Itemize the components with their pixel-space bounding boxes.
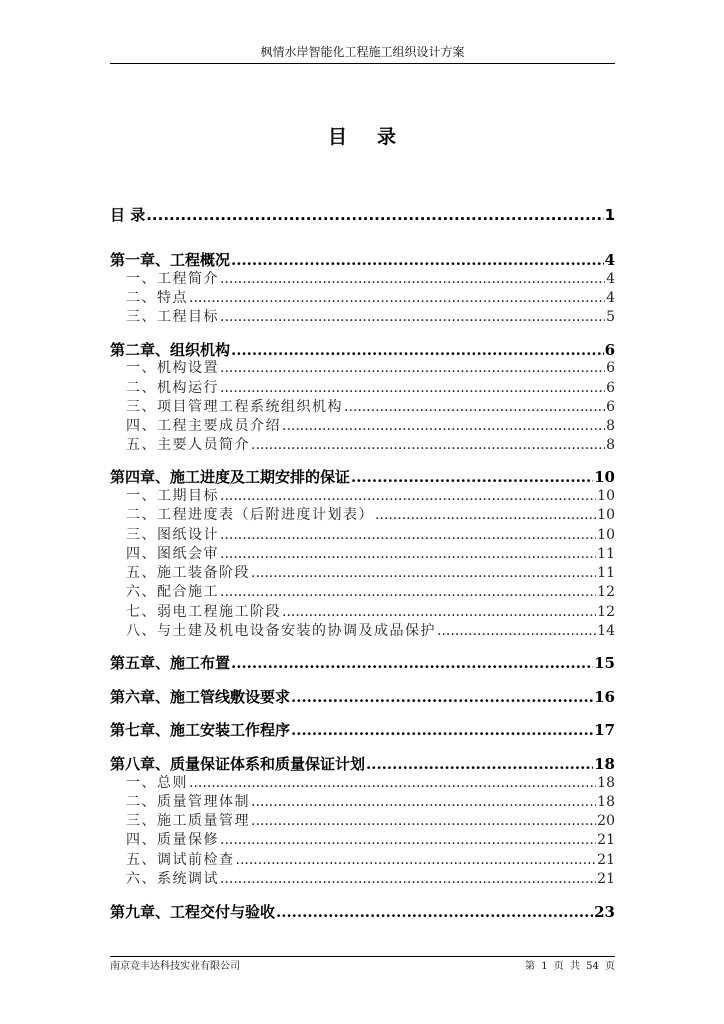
dot-leader	[344, 398, 605, 416]
document-title	[0, 122, 724, 149]
toc-entry-page-number: 10	[597, 527, 615, 543]
toc-entry-page-number: 8	[606, 418, 615, 434]
dot-leader	[220, 545, 596, 563]
toc-entry-page-number: 17	[594, 721, 615, 739]
toc-entry-label: 第九章、工程交付与验收	[110, 903, 276, 921]
toc-entry-label: 第四章、施工进度及工期安排的保证	[110, 468, 351, 486]
dot-leader	[351, 468, 593, 486]
toc-subsection-entry[interactable]	[110, 417, 615, 435]
toc-entry-label: 四、图纸会审	[126, 546, 219, 562]
toc-subsection-entry[interactable]	[110, 793, 615, 811]
toc-chapter-entry[interactable]	[110, 903, 615, 921]
toc-entry-label: 五、主要人员简介	[126, 437, 250, 453]
dot-leader	[282, 603, 596, 621]
dot-leader	[231, 654, 593, 672]
toc-entry-page-number: 18	[597, 794, 615, 810]
dot-leader	[291, 688, 593, 706]
toc-contents-entry[interactable]	[110, 206, 615, 224]
toc-entry-page-number: 4	[604, 251, 615, 269]
dot-leader	[251, 436, 605, 454]
toc-entry-label: 二、特点	[126, 290, 188, 306]
toc-subsection-entry[interactable]	[110, 622, 615, 640]
toc-entry-page-number: 21	[597, 832, 615, 848]
toc-subsection-entry[interactable]	[110, 545, 615, 563]
toc-entry-label: 第一章、工程概况	[110, 251, 231, 269]
toc-entry-page-number: 16	[594, 688, 615, 706]
dot-leader	[276, 903, 593, 921]
toc-chapter-entry[interactable]	[110, 251, 615, 269]
dot-leader	[282, 417, 605, 435]
toc-entry-page-number: 10	[597, 488, 615, 504]
toc-entry-label: 七、弱电工程施工阶段	[126, 604, 281, 620]
dot-leader	[437, 622, 596, 640]
toc-entry-page-number: 4	[606, 290, 615, 306]
toc-entry-page-number: 21	[597, 871, 615, 887]
toc-entry-label: 二、工程进度表（后附进度计划表）	[126, 507, 374, 523]
toc-entry-label: 五、施工装备阶段	[126, 565, 250, 581]
dot-leader	[236, 851, 597, 869]
toc-chapter-entry[interactable]	[110, 654, 615, 672]
dot-leader	[220, 308, 605, 326]
toc-entry-page-number: 1	[604, 206, 615, 224]
toc-entry-label: 第六章、施工管线敷设要求	[110, 688, 291, 706]
toc-entry-page-number: 5	[606, 309, 615, 325]
toc-entry-label: 第七章、施工安装工作程序	[110, 721, 291, 739]
toc-entry-label: 目 录	[110, 206, 146, 224]
dot-leader	[189, 289, 605, 307]
toc-entry-label: 一、工程简介	[126, 271, 219, 287]
dot-leader	[231, 251, 604, 269]
toc-entry-label: 六、配合施工	[126, 584, 219, 600]
toc-entry-label: 二、机构运行	[126, 380, 219, 396]
toc-entry-label: 四、质量保修	[126, 832, 219, 848]
toc-entry-page-number: 8	[606, 437, 615, 453]
toc-subsection-entry[interactable]	[110, 308, 615, 326]
toc-subsection-entry[interactable]	[110, 506, 615, 524]
document-title-part1: 目	[327, 126, 347, 148]
toc-entry-page-number: 11	[597, 565, 615, 581]
toc-chapter-entry[interactable]	[110, 341, 615, 359]
toc-subsection-entry[interactable]	[110, 379, 615, 397]
document-title-part2: 录	[377, 126, 397, 148]
toc-entry-label: 五、调试前检查	[126, 852, 235, 868]
toc-entry-label: 四、工程主要成员介绍	[126, 418, 281, 434]
toc-entry-page-number: 18	[597, 775, 615, 791]
dot-leader	[220, 583, 596, 601]
toc-subsection-entry[interactable]	[110, 289, 615, 307]
toc-entry-page-number: 10	[597, 507, 615, 523]
toc-entry-page-number: 6	[606, 399, 615, 415]
footer-divider	[110, 956, 615, 957]
dot-leader	[146, 206, 603, 224]
toc-entry-page-number: 12	[597, 584, 615, 600]
toc-entry-page-number: 12	[597, 604, 615, 620]
toc-entry-label: 三、项目管理工程系统组织机构	[126, 399, 343, 415]
toc-entry-label: 三、图纸设计	[126, 527, 219, 543]
toc-entry-label: 二、质量管理体制	[126, 794, 250, 810]
dot-leader	[366, 755, 593, 773]
toc-subsection-entry[interactable]	[110, 831, 615, 849]
toc-subsection-entry[interactable]	[110, 398, 615, 416]
toc-entry-page-number: 21	[597, 852, 615, 868]
toc-entry-label: 第八章、质量保证体系和质量保证计划	[110, 755, 366, 773]
toc-entry-page-number: 14	[597, 623, 615, 639]
toc-subsection-entry[interactable]	[110, 270, 615, 288]
header-divider	[110, 63, 615, 64]
toc-entry-label: 三、施工质量管理	[126, 813, 250, 829]
toc-entry-label: 一、总则	[126, 775, 188, 791]
toc-subsection-entry[interactable]	[110, 603, 615, 621]
toc-subsection-entry[interactable]	[110, 774, 615, 792]
header-title: 枫情水岸智能化工程施工组织设计方案	[260, 45, 465, 59]
toc-entry-page-number: 20	[597, 813, 615, 829]
dot-leader	[251, 564, 596, 582]
toc-entry-page-number: 10	[594, 468, 615, 486]
toc-entry-page-number: 6	[606, 380, 615, 396]
toc-chapter-entry[interactable]	[110, 721, 615, 739]
toc-entry-label: 八、与土建及机电设备安装的协调及成品保护	[126, 623, 436, 639]
dot-leader	[189, 774, 596, 792]
dot-leader	[220, 526, 596, 544]
toc-entry-label: 六、系统调试	[126, 871, 219, 887]
toc-subsection-entry[interactable]	[110, 359, 615, 377]
toc-subsection-entry[interactable]	[110, 487, 615, 505]
dot-leader	[220, 870, 596, 888]
dot-leader	[220, 270, 605, 288]
toc-subsection-entry[interactable]	[110, 870, 615, 888]
dot-leader	[251, 793, 596, 811]
toc-subsection-entry[interactable]	[110, 564, 615, 582]
toc-entry-label: 第二章、组织机构	[110, 341, 231, 359]
toc-entry-page-number: 6	[606, 360, 615, 376]
toc-chapter-entry[interactable]	[110, 468, 615, 486]
toc-entry-label: 第五章、施工布置	[110, 654, 231, 672]
toc-subsection-entry[interactable]	[110, 851, 615, 869]
dot-leader	[231, 341, 604, 359]
dot-leader	[220, 831, 596, 849]
toc-entry-label: 一、机构设置	[126, 360, 219, 376]
toc-chapter-entry[interactable]	[110, 755, 615, 773]
page-footer	[110, 960, 615, 974]
toc-entry-page-number: 11	[597, 546, 615, 562]
dot-leader	[291, 721, 593, 739]
toc-entry-page-number: 4	[606, 271, 615, 287]
toc-entry-label: 三、工程目标	[126, 309, 219, 325]
page-header	[110, 44, 615, 60]
dot-leader	[251, 812, 596, 830]
toc-subsection-entry[interactable]	[110, 436, 615, 454]
footer-page-info: 第 1 页 共 54 页	[525, 961, 615, 972]
dot-leader	[375, 506, 596, 524]
dot-leader	[220, 487, 596, 505]
footer-company: 南京竞丰达科技实业有限公司	[110, 961, 240, 972]
toc-entry-page-number: 23	[594, 903, 615, 921]
toc-subsection-entry[interactable]	[110, 526, 615, 544]
toc-entry-label: 一、工期目标	[126, 488, 219, 504]
toc-subsection-entry[interactable]	[110, 583, 615, 601]
toc-chapter-entry[interactable]	[110, 688, 615, 706]
toc-entry-page-number: 6	[604, 341, 615, 359]
toc-entry-page-number: 15	[594, 654, 615, 672]
dot-leader	[220, 379, 605, 397]
dot-leader	[220, 359, 605, 377]
toc-subsection-entry[interactable]	[110, 812, 615, 830]
toc-entry-page-number: 18	[594, 755, 615, 773]
